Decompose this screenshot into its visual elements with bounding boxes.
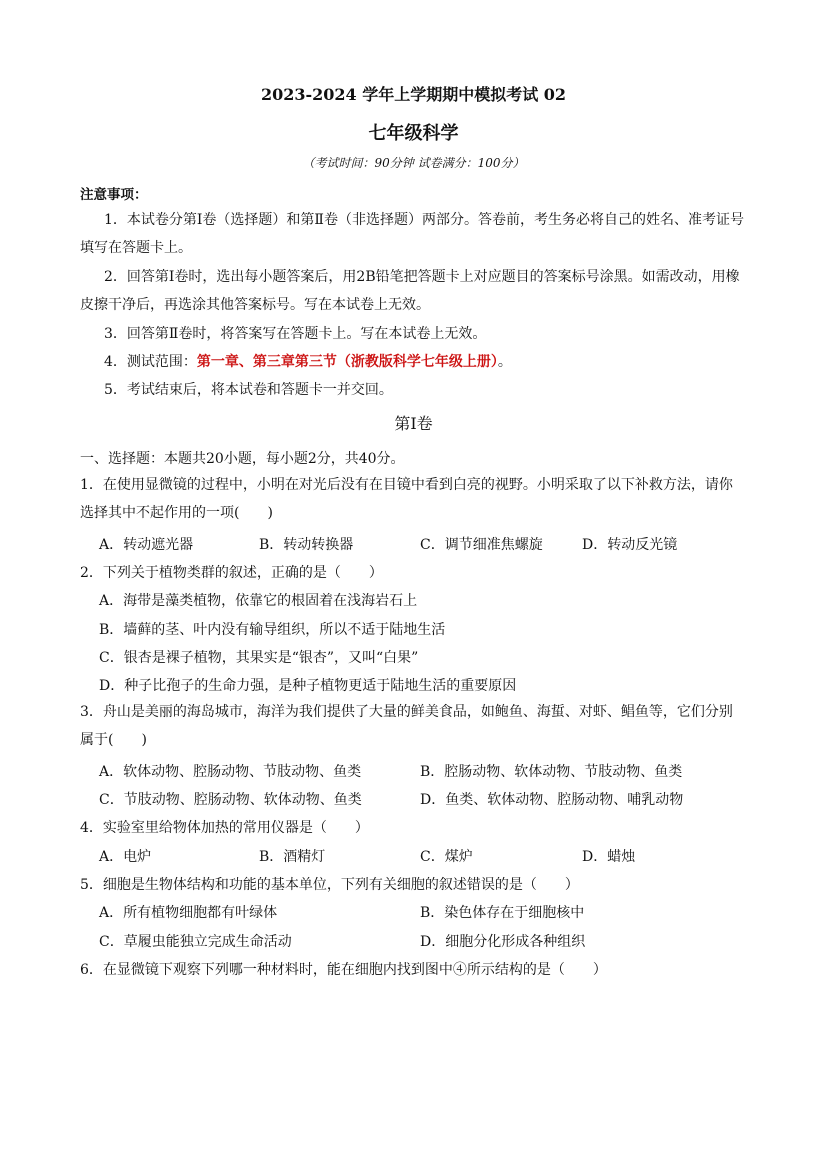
question-3-option-c: C．节肢动物、腔肠动物、软体动物、鱼类 xyxy=(99,792,362,808)
notice-item-4-suffix: 。 xyxy=(497,354,512,370)
test-range: 第一章、第三章第三节（浙教版科学七年级上册） xyxy=(196,354,498,370)
notice-item-2: 2．回答第Ⅰ卷时，选出每小题答案后，用2B铅笔把答题卡上对应题目的答案标号涂黑。如需改动，用橡皮擦干净后，再选涂其他答案标号。写在本试卷上无效。 xyxy=(80,269,740,313)
notice-item-4-prefix: 4．测试范围： xyxy=(104,354,197,370)
question-1-option-c: C．调节细准焦螺旋 xyxy=(420,537,543,553)
question-4-option-d: D．蜡烛 xyxy=(582,849,636,865)
notice-label: 注意事项： xyxy=(80,187,148,203)
question-4-option-a: A．电炉 xyxy=(99,849,152,865)
question-4-stem: 4．实验室里给物体加热的常用仪器是（ ） xyxy=(80,820,369,836)
question-6-stem: 6．在显微镜下观察下列哪一种材料时，能在细胞内找到图中④所示结构的是（ ） xyxy=(80,962,607,978)
exam-info: （考试时间：90分钟 试卷满分：100分） xyxy=(302,156,525,170)
question-3-option-d: D．鱼类、软体动物、腔肠动物、哺乳动物 xyxy=(420,792,684,808)
notice-item-1: 1．本试卷分第Ⅰ卷（选择题）和第Ⅱ卷（非选择题）两部分。答卷前，考生务必将自己的姓名、准考证号填写在答题卡上。 xyxy=(80,212,744,256)
subject-title: 七年级科学 xyxy=(368,123,459,144)
question-4-option-b: B．酒精灯 xyxy=(259,849,326,865)
question-3-option-a: A．软体动物、腔肠动物、节肢动物、鱼类 xyxy=(99,764,362,780)
question-1-option-d: D．转动反光镜 xyxy=(582,537,678,553)
exam-title: 2023-2024 学年上学期期中模拟考试 02 xyxy=(260,85,567,104)
section-title: 一、选择题：本题共20小题，每小题2分，共40分。 xyxy=(80,451,405,467)
question-5-option-c: C．草履虫能独立完成生命活动 xyxy=(99,934,292,950)
question-1-option-b: B．转动转换器 xyxy=(259,537,354,553)
question-2-option-d: D．种子比孢子的生命力强，是种子植物更适于陆地生活的重要原因 xyxy=(99,678,517,694)
question-5-stem: 5．细胞是生物体结构和功能的基本单位，下列有关细胞的叙述错误的是（ ） xyxy=(80,877,579,893)
question-5-option-b: B．染色体存在于细胞核中 xyxy=(420,905,585,921)
question-2-option-c: C．银杏是裸子植物，其果实是“银杏”，又叫“白果” xyxy=(99,650,419,666)
question-1-stem: 1．在使用显微镜的过程中，小明在对光后没有在目镜中看到白亮的视野。小明采取了以下补救方法，请你选择其中不起作用的一项( ) xyxy=(80,477,733,521)
question-1-option-a: A．转动遮光器 xyxy=(99,537,194,553)
question-2-option-a: A．海带是藻类植物，依靠它的根固着在浅海岩石上 xyxy=(99,593,418,609)
question-5-option-a: A．所有植物细胞都有叶绿体 xyxy=(99,905,278,921)
question-3-option-b: B．腔肠动物、软体动物、节肢动物、鱼类 xyxy=(420,764,683,780)
notice-item-3: 3．回答第Ⅱ卷时，将答案写在答题卡上。写在本试卷上无效。 xyxy=(104,326,487,342)
question-3-stem: 3．舟山是美丽的海岛城市，海洋为我们提供了大量的鲜美食品，如鲍鱼、海蜇、对虾、鲳鱼等，它们分别属于( ) xyxy=(80,704,733,748)
volume-title: 第Ⅰ卷 xyxy=(394,414,433,433)
question-2-stem: 2．下列关于植物类群的叙述，正确的是（ ） xyxy=(80,565,383,581)
notice-item-4 xyxy=(80,348,745,376)
question-4-option-c: C．煤炉 xyxy=(420,849,473,865)
question-2-option-b: B．墙藓的茎、叶内没有输导组织，所以不适于陆地生活 xyxy=(99,622,446,638)
question-5-option-d: D．细胞分化形成各种组织 xyxy=(420,934,586,950)
notice-item-5: 5．考试结束后，将本试卷和答题卡一并交回。 xyxy=(104,382,393,398)
